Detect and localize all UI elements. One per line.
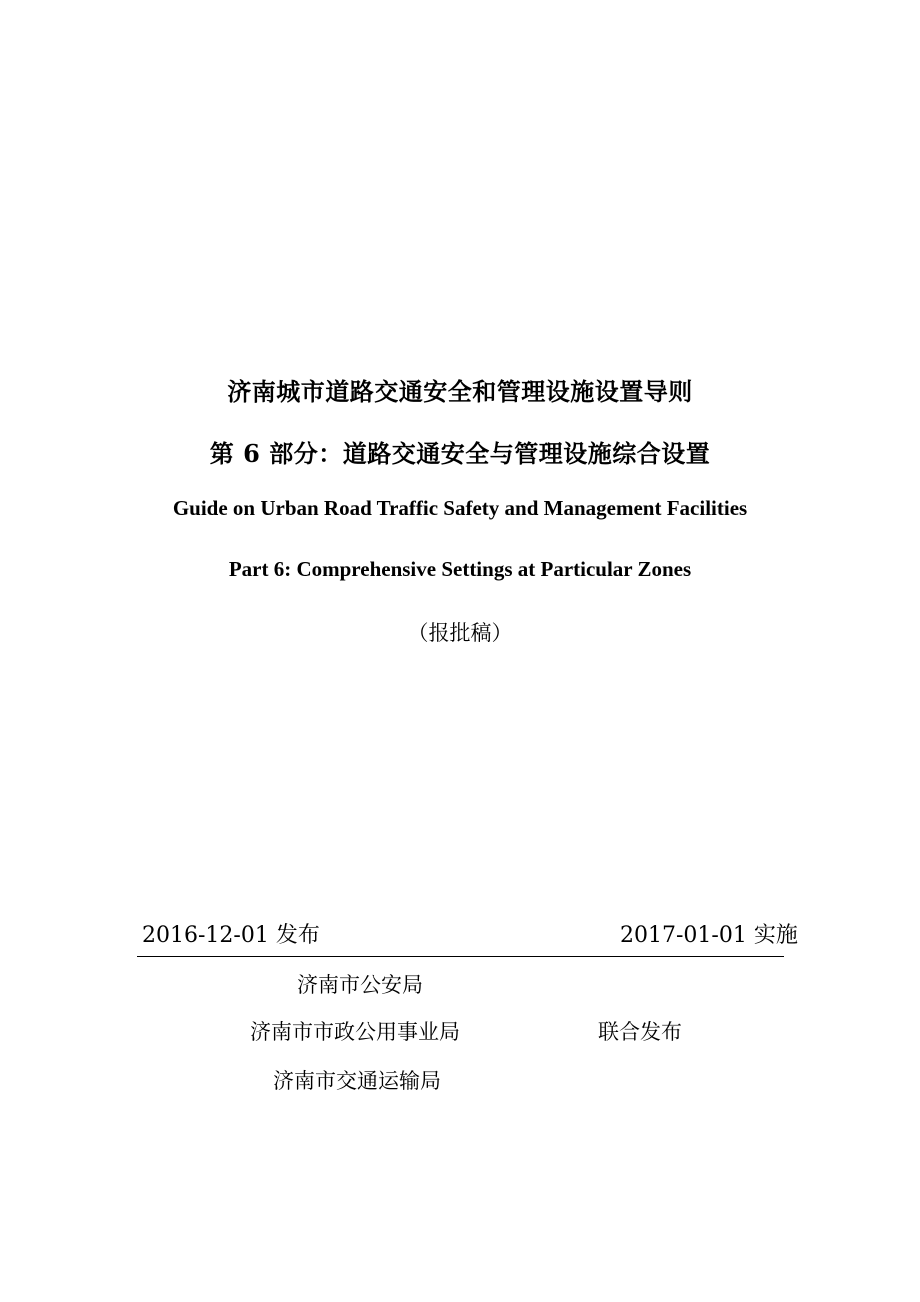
draft-status: （报批稿） (407, 621, 513, 645)
implement-date: 2017-01-01 实施 (620, 923, 798, 948)
subtitle-english: Part 6: Comprehensive Settings at Particular Zones (228, 557, 692, 581)
subtitle-chinese: 第 6 部分：道路交通安全与管理设施综合设置 (209, 439, 711, 468)
issuer-public-security: 济南市公安局 (297, 973, 423, 997)
issuer-transport: 济南市交通运输局 (273, 1069, 441, 1093)
title-english: Guide on Urban Road Traffic Safety and Management Facilities (172, 496, 748, 520)
issuer-municipal-utilities: 济南市市政公用事业局 (250, 1020, 460, 1044)
joint-publication-label: 联合发布 (598, 1020, 682, 1044)
divider-line (137, 956, 784, 957)
title-chinese: 济南城市道路交通安全和管理设施设置导则 (227, 377, 693, 406)
publish-date: 2016-12-01 发布 (142, 923, 320, 948)
